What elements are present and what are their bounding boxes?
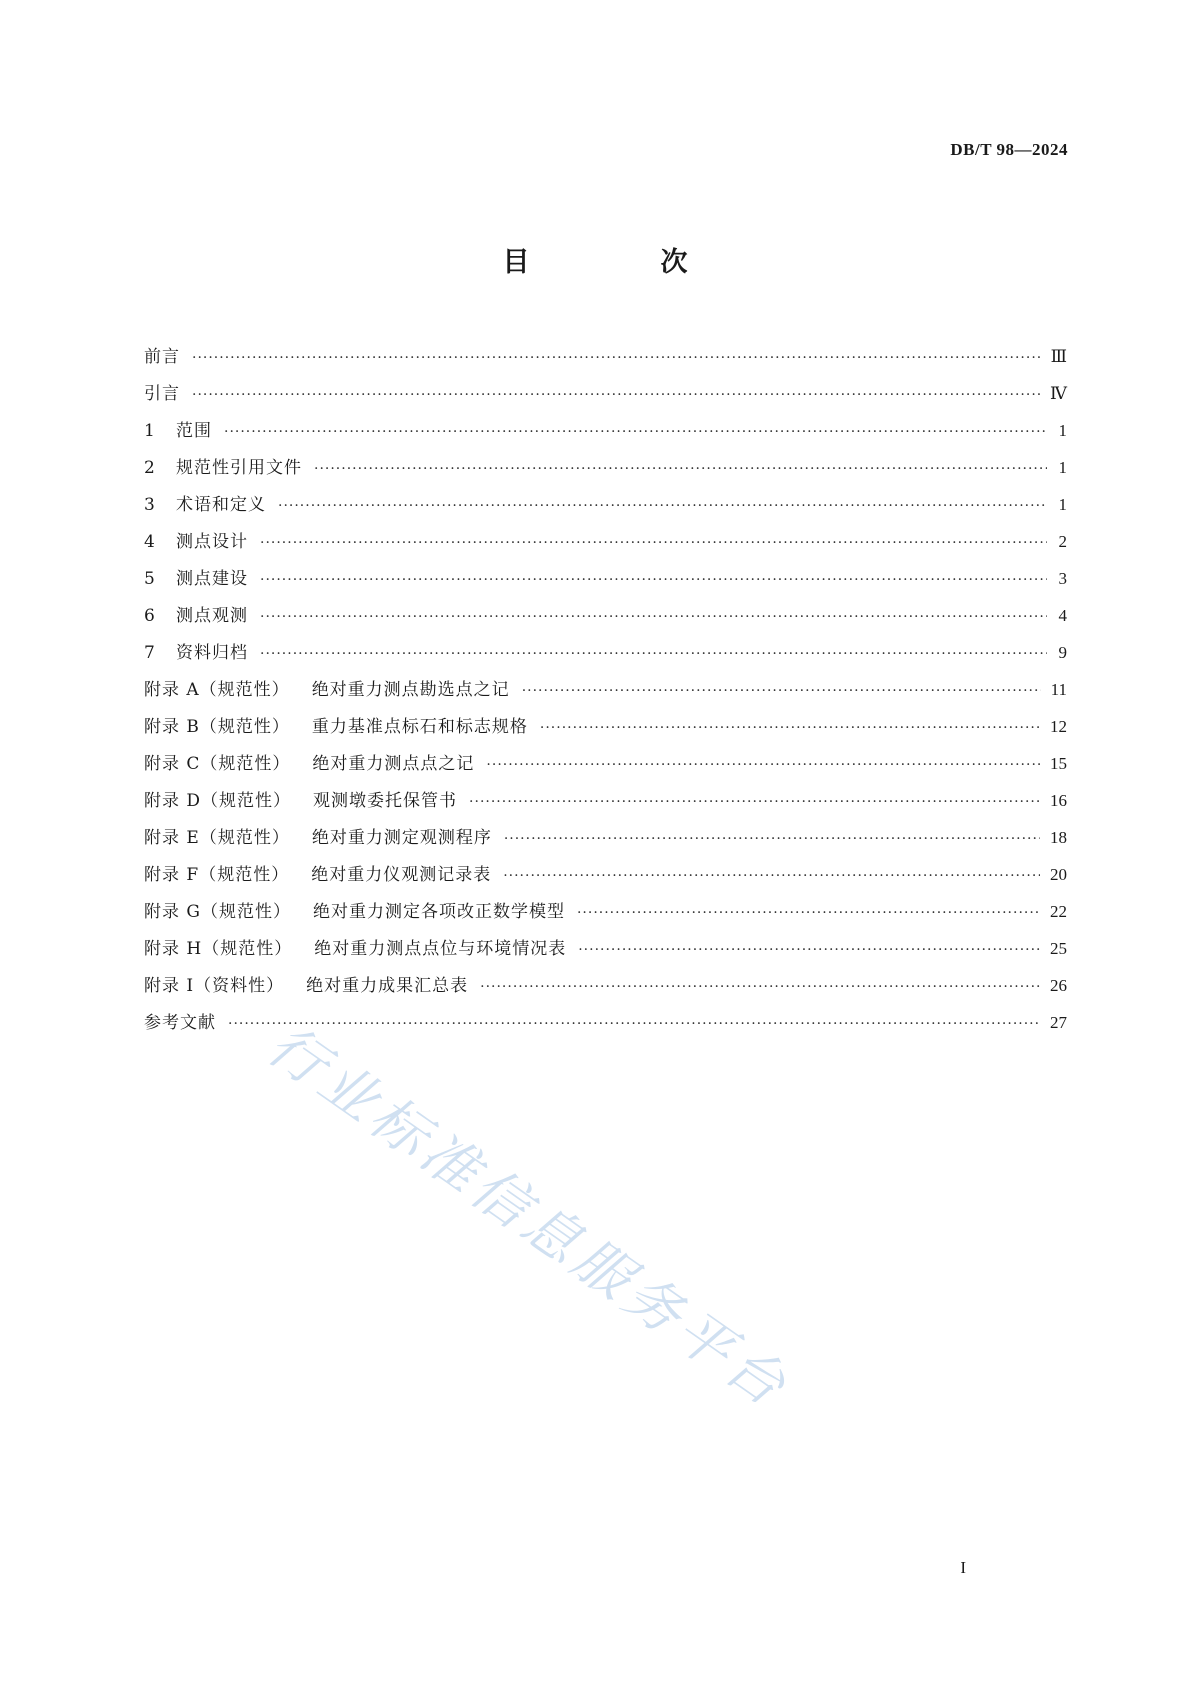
page-number: I [960, 1558, 966, 1577]
watermark: 行业标准信息服务平台 [255, 1012, 801, 1422]
toc-leader-dots [224, 414, 1047, 451]
toc-entry-number: 2 [144, 458, 155, 478]
toc-entry-station-construction[interactable] [144, 560, 1067, 597]
toc-entry-label: 规范性引用文件 [176, 458, 302, 478]
toc-entry-page: 25 [1050, 939, 1067, 958]
toc-entry-number: 1 [144, 421, 155, 441]
toc-entry-label: 观测墩委托保管书 [313, 791, 458, 811]
toc-entry-number: 3 [144, 495, 155, 515]
toc-entry-page: Ⅳ [1050, 384, 1067, 403]
toc-entry-label: 测点设计 [176, 532, 248, 552]
toc-leader-dots [192, 340, 1041, 377]
toc-leader-dots [578, 932, 1040, 969]
toc-entry-appendix-e[interactable] [144, 819, 1067, 856]
toc-entry-data-archiving[interactable] [144, 634, 1067, 671]
toc-entry-appendix-f[interactable] [144, 856, 1067, 893]
toc-entry-appendix-a[interactable] [144, 671, 1067, 708]
toc-entry-label: 测点观测 [176, 606, 248, 626]
toc-entry-label: 绝对重力测定各项改正数学模型 [312, 902, 565, 922]
toc-leader-dots [504, 821, 1040, 858]
toc-entry-page: 27 [1050, 1013, 1067, 1032]
toc-entry-appendix-g[interactable] [144, 893, 1067, 930]
toc-entry-appendix-c[interactable] [144, 745, 1067, 782]
toc-entry-label: 测点建设 [176, 569, 248, 589]
toc-entry-scope[interactable] [144, 412, 1067, 449]
toc-entry-foreword[interactable] [144, 338, 1067, 375]
toc-entry-station-observation[interactable] [144, 597, 1067, 634]
toc-leader-dots [469, 784, 1040, 821]
toc-entry-page: 11 [1050, 680, 1067, 699]
toc-appendix-prefix: 附录 G（规范性） [144, 902, 291, 922]
toc-entry-page: 1 [1058, 421, 1067, 440]
toc-appendix-prefix: 附录 I（资料性） [144, 976, 285, 996]
toc-leader-dots [577, 895, 1040, 932]
toc-leader-dots [540, 710, 1040, 747]
toc-entry-number: 4 [144, 532, 155, 552]
toc-entry-appendix-i[interactable] [144, 967, 1067, 1004]
toc-entry-page: 1 [1058, 458, 1067, 477]
page-title: 目 次 [502, 247, 740, 278]
toc-entry-label: 绝对重力测点勘选点之记 [311, 680, 510, 700]
toc-appendix-prefix: 附录 C（规范性） [144, 754, 291, 774]
toc-entry-appendix-h[interactable] [144, 930, 1067, 967]
toc-entry-page: 26 [1050, 976, 1067, 995]
toc-entry-label: 资料归档 [176, 643, 248, 663]
toc-leader-dots [260, 599, 1047, 636]
toc-entry-page: 1 [1058, 495, 1067, 514]
toc-leader-dots [260, 562, 1047, 599]
toc-leader-dots [486, 747, 1040, 784]
toc-entry-page: 2 [1058, 532, 1067, 551]
toc-entry-number: 6 [144, 606, 155, 626]
toc-entry-page: 20 [1050, 865, 1067, 884]
toc-leader-dots [260, 636, 1047, 673]
toc-appendix-prefix: 附录 D（规范性） [144, 791, 292, 811]
toc-entry-appendix-d[interactable] [144, 782, 1067, 819]
toc-appendix-prefix: 附录 F（规范性） [144, 865, 290, 885]
toc-entry-terms-definitions[interactable] [144, 486, 1067, 523]
toc-leader-dots [480, 969, 1040, 1006]
toc-entry-page: 3 [1058, 569, 1067, 588]
toc-entry-page: 15 [1050, 754, 1067, 773]
toc-appendix-prefix: 附录 H（规范性） [144, 939, 293, 959]
toc-entry-label: 绝对重力测点点之记 [312, 754, 475, 774]
toc-entry-page: 22 [1050, 902, 1067, 921]
toc-entry-number: 5 [144, 569, 155, 589]
toc-leader-dots [503, 858, 1040, 895]
toc-entry-label: 范围 [176, 421, 212, 441]
toc-leader-dots [278, 488, 1047, 525]
table-of-contents [144, 338, 1067, 1041]
toc-entry-label: 引言 [144, 384, 180, 404]
toc-leader-dots [192, 377, 1040, 414]
toc-entry-introduction[interactable] [144, 375, 1067, 412]
toc-entry-page: 16 [1050, 791, 1067, 810]
toc-appendix-prefix: 附录 E（规范性） [144, 828, 290, 848]
toc-entry-label: 重力基准点标石和标志规格 [311, 717, 528, 737]
toc-entry-page: 18 [1050, 828, 1067, 847]
toc-leader-dots [522, 673, 1041, 710]
toc-entry-appendix-b[interactable] [144, 708, 1067, 745]
toc-entry-label: 术语和定义 [176, 495, 266, 515]
toc-entry-normative-references[interactable] [144, 449, 1067, 486]
toc-entry-page: 12 [1050, 717, 1067, 736]
toc-entry-label: 绝对重力测点点位与环境情况表 [314, 939, 567, 959]
toc-entry-label: 绝对重力成果汇总表 [306, 976, 469, 996]
toc-appendix-prefix: 附录 A（规范性） [144, 680, 290, 700]
toc-leader-dots [260, 525, 1047, 562]
toc-entry-label: 绝对重力仪观测记录表 [311, 865, 492, 885]
toc-entry-page: Ⅲ [1050, 347, 1067, 366]
toc-entry-label: 参考文献 [144, 1013, 216, 1033]
toc-entry-number: 7 [144, 643, 155, 663]
toc-entry-station-design[interactable] [144, 523, 1067, 560]
toc-entry-page: 4 [1058, 606, 1067, 625]
toc-entry-label: 前言 [144, 347, 180, 367]
toc-entry-label: 绝对重力测定观测程序 [311, 828, 492, 848]
standard-code: DB/T 98—2024 [950, 140, 1068, 159]
toc-entry-page: 9 [1058, 643, 1067, 662]
toc-leader-dots [314, 451, 1047, 488]
toc-appendix-prefix: 附录 B（规范性） [144, 717, 290, 737]
